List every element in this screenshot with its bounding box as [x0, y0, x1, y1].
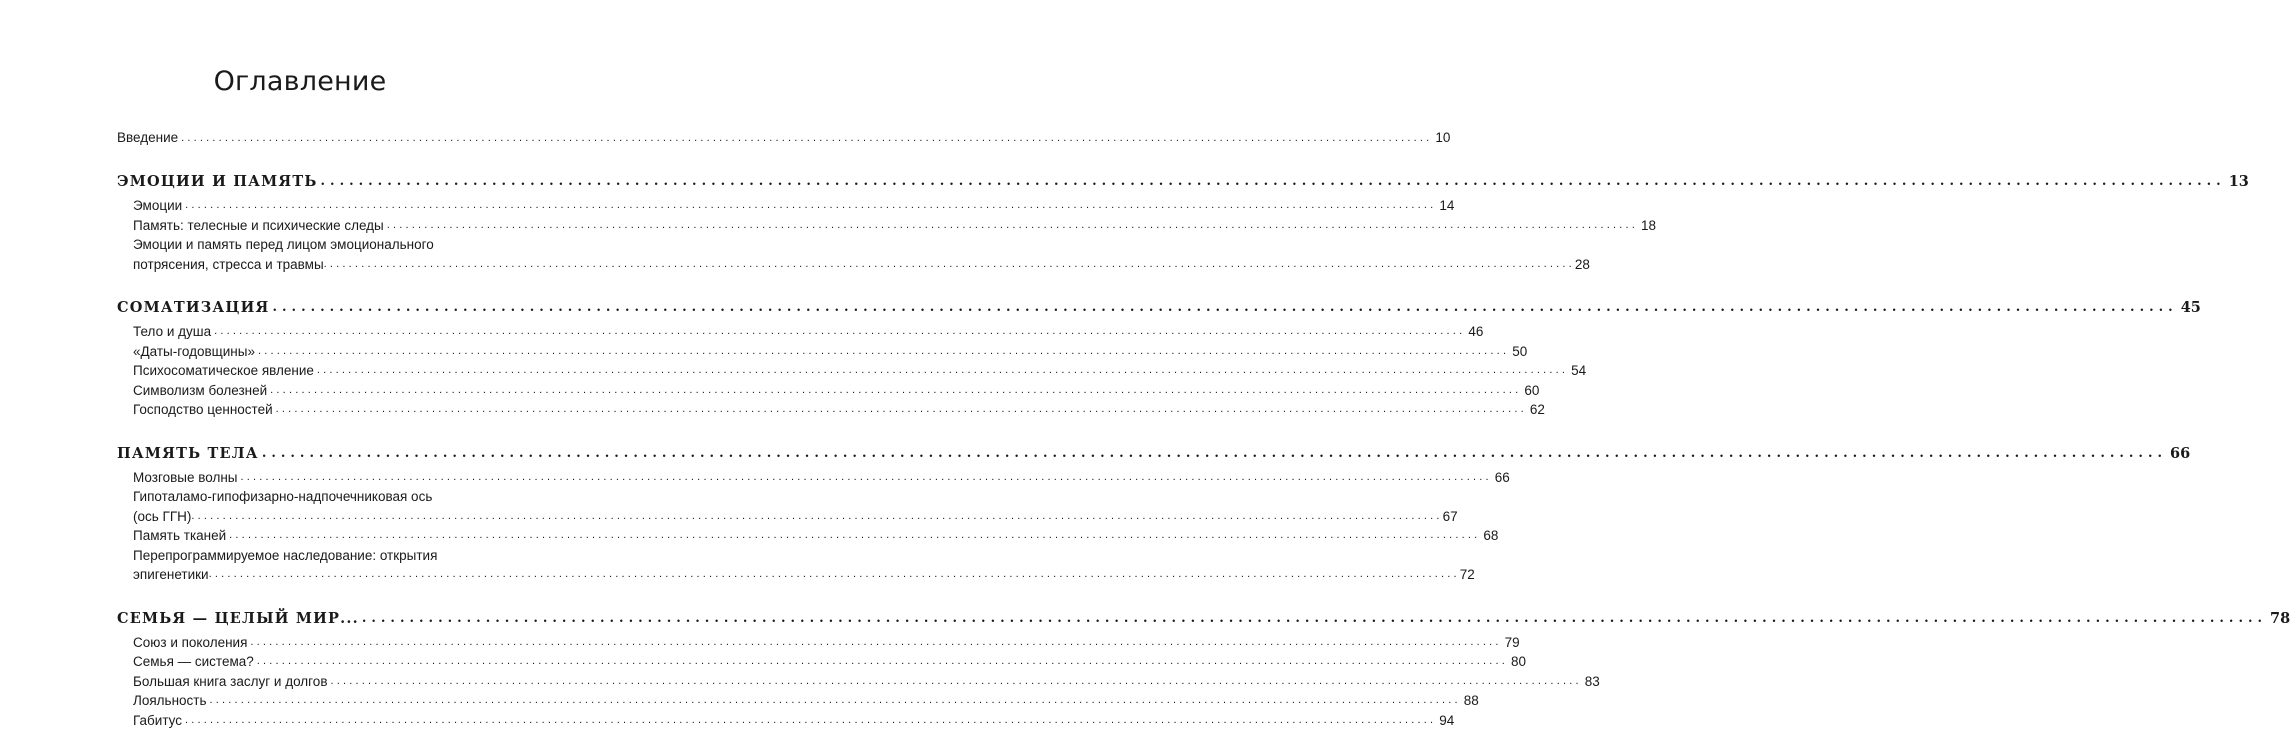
toc-chapter-list	[133, 468, 1510, 585]
dot-leader: ........................................................................................................................................................................................................	[275, 403, 1527, 415]
toc-chapter-label-line: потрясения, стресса и травмы	[133, 256, 324, 272]
toc-chapter-entry[interactable]	[133, 400, 1545, 420]
toc-chapter-entry[interactable]	[133, 235, 1590, 274]
toc-chapter-page: 62	[1529, 402, 1545, 417]
toc-chapter-label-line: Эмоции и память перед лицом эмоционального	[133, 237, 434, 252]
toc-chapter-label: Психосоматическое явление	[133, 363, 314, 378]
toc-chapter-page: 83	[1584, 673, 1600, 689]
toc-entry-page: 10	[1435, 130, 1451, 145]
dot-leader: ........................................................................................................................................................................................................	[272, 300, 2178, 315]
toc-chapter-label-line: (ось ГГН)	[133, 508, 192, 524]
toc-chapter-list	[133, 633, 1600, 731]
toc-entry-intro[interactable]	[117, 128, 1451, 148]
dot-leader: ........................................................................................................................................................................................................	[250, 635, 1502, 648]
dot-leader: ........................................................................................................................................................................................................	[261, 445, 2168, 461]
toc-part-label: ЭМОЦИИ И ПАМЯТЬ	[117, 173, 318, 190]
toc-chapter-entry[interactable]	[133, 672, 1600, 692]
toc-chapter-label: Эмоции	[133, 198, 183, 213]
toc-chapter-label: Лояльность	[133, 693, 207, 708]
toc-part-heading[interactable]	[117, 172, 2249, 192]
toc-chapter-entry[interactable]	[133, 487, 1458, 526]
dot-leader: ........................................................................................................................................................................................................	[256, 655, 1508, 667]
toc-chapter-page: 68	[1483, 528, 1499, 543]
dot-leader: ........................................................................................................................................................................................................	[185, 713, 1437, 726]
toc-chapter-entry[interactable]	[133, 546, 1475, 585]
dot-leader: ........................................................................................................................................................................................................	[270, 383, 1522, 396]
dot-leader: ........................................................................................................................................................................................................	[240, 470, 1492, 483]
toc-chapter-entry[interactable]	[133, 526, 1499, 546]
toc-chapter-label: Господство ценностей	[133, 402, 273, 417]
toc-chapter-page: 66	[1494, 469, 1510, 485]
toc-part-heading[interactable]	[117, 444, 2191, 464]
toc-chapter-entry[interactable]	[133, 322, 1484, 342]
toc-part-page: 66	[2170, 444, 2191, 462]
toc-chapter-list	[133, 196, 1657, 274]
toc-chapter-page: 54	[1571, 363, 1587, 378]
toc-chapter-label: Габитус	[133, 712, 183, 728]
dot-leader: ........................................................................................................................................................................................................	[361, 610, 2268, 626]
toc-chapter-page: 14	[1439, 198, 1455, 213]
toc-chapter-entry[interactable]	[133, 381, 1540, 401]
toc-chapter-entry[interactable]	[133, 633, 1520, 653]
toc-part-label: ПАМЯТЬ ТЕЛА	[117, 444, 259, 462]
dot-leader: ........................................................................................................................................................................................................	[229, 529, 1481, 541]
toc-chapter-entry[interactable]	[133, 652, 1527, 672]
dot-leader: ........................................................................................................................................................................................................	[320, 174, 2226, 189]
toc-chapter-label: Тело и душа	[133, 324, 212, 339]
dot-leader: ........................................................................................................................................................................................................	[214, 325, 1466, 337]
toc-chapter-page: 72	[1459, 567, 1475, 582]
toc-chapter-page: 94	[1439, 712, 1455, 728]
table-of-contents	[117, 128, 2290, 730]
toc-chapter-page: 28	[1574, 256, 1590, 272]
toc-chapter-page: 67	[1442, 508, 1458, 524]
toc-chapter-entry[interactable]	[133, 196, 1455, 216]
toc-part-heading[interactable]	[117, 609, 2290, 629]
toc-chapter-last-line	[133, 565, 1475, 585]
toc-chapter-list	[133, 322, 1587, 420]
toc-chapter-page: 79	[1504, 634, 1520, 650]
page-title: Оглавление	[213, 66, 387, 97]
toc-part-page: 78	[2270, 609, 2290, 627]
dot-leader: ........................................................................................................................................................................................................	[185, 199, 1437, 211]
dot-leader: ........................................................................................................................................................................................................	[208, 568, 1460, 580]
toc-chapter-entry[interactable]	[133, 342, 1528, 362]
toc-chapter-label: Память: телесные и психические следы	[133, 217, 384, 233]
toc-part-label: СОМАТИЗАЦИЯ	[117, 299, 270, 316]
dot-leader: ........................................................................................................................................................................................................	[330, 674, 1582, 687]
toc-chapter-label-line: Перепрограммируемое наследование: открытия	[133, 547, 438, 563]
toc-entry-label: Введение	[117, 130, 179, 145]
toc-chapter-entry[interactable]	[133, 711, 1455, 731]
dot-leader: ........................................................................................................................................................................................................	[386, 218, 1638, 231]
toc-chapter-label-line: эпигенетики	[133, 567, 209, 582]
toc-chapter-label: Мозговые волны	[133, 469, 238, 485]
toc-chapter-label-line: Гипоталамо-гипофизарно-надпочечниковая ось	[133, 489, 433, 504]
toc-chapter-label: Большая книга заслуг и долгов	[133, 673, 328, 689]
dot-leader: ........................................................................................................................................................................................................	[181, 132, 1433, 144]
toc-chapter-label: Союз и поколения	[133, 634, 248, 650]
toc-chapter-entry[interactable]	[133, 216, 1657, 236]
toc-part-page: 45	[2180, 299, 2201, 316]
toc-chapter-label: Память тканей	[133, 528, 227, 543]
toc-chapter-label: «Даты-годовщины»	[133, 343, 255, 359]
dot-leader: ........................................................................................................................................................................................................	[257, 344, 1510, 357]
toc-part-heading[interactable]	[117, 298, 2201, 318]
toc-chapter-label: Семья — система?	[133, 654, 254, 669]
dot-leader: ........................................................................................................................................................................................................	[209, 694, 1461, 706]
dot-leader: ........................................................................................................................................................................................................	[191, 509, 1443, 522]
toc-chapter-page: 50	[1512, 343, 1528, 359]
dot-leader: ........................................................................................................................................................................................................	[323, 257, 1575, 270]
toc-chapter-last-line	[133, 507, 1458, 527]
toc-chapter-page: 88	[1463, 693, 1479, 708]
toc-chapter-label: Символизм болезней	[133, 382, 268, 398]
dot-leader: ........................................................................................................................................................................................................	[316, 364, 1569, 376]
toc-part-label: СЕМЬЯ — ЦЕЛЫЙ МИР...	[117, 609, 359, 627]
toc-chapter-entry[interactable]	[133, 691, 1479, 711]
toc-chapter-entry[interactable]	[133, 361, 1587, 381]
toc-chapter-page: 60	[1524, 382, 1540, 398]
toc-part-page: 13	[2228, 173, 2249, 190]
toc-chapter-page: 18	[1641, 217, 1657, 233]
toc-chapter-page: 80	[1511, 654, 1527, 669]
toc-chapter-last-line	[133, 255, 1590, 275]
toc-chapter-page: 46	[1468, 324, 1484, 339]
toc-chapter-entry[interactable]	[133, 468, 1510, 488]
